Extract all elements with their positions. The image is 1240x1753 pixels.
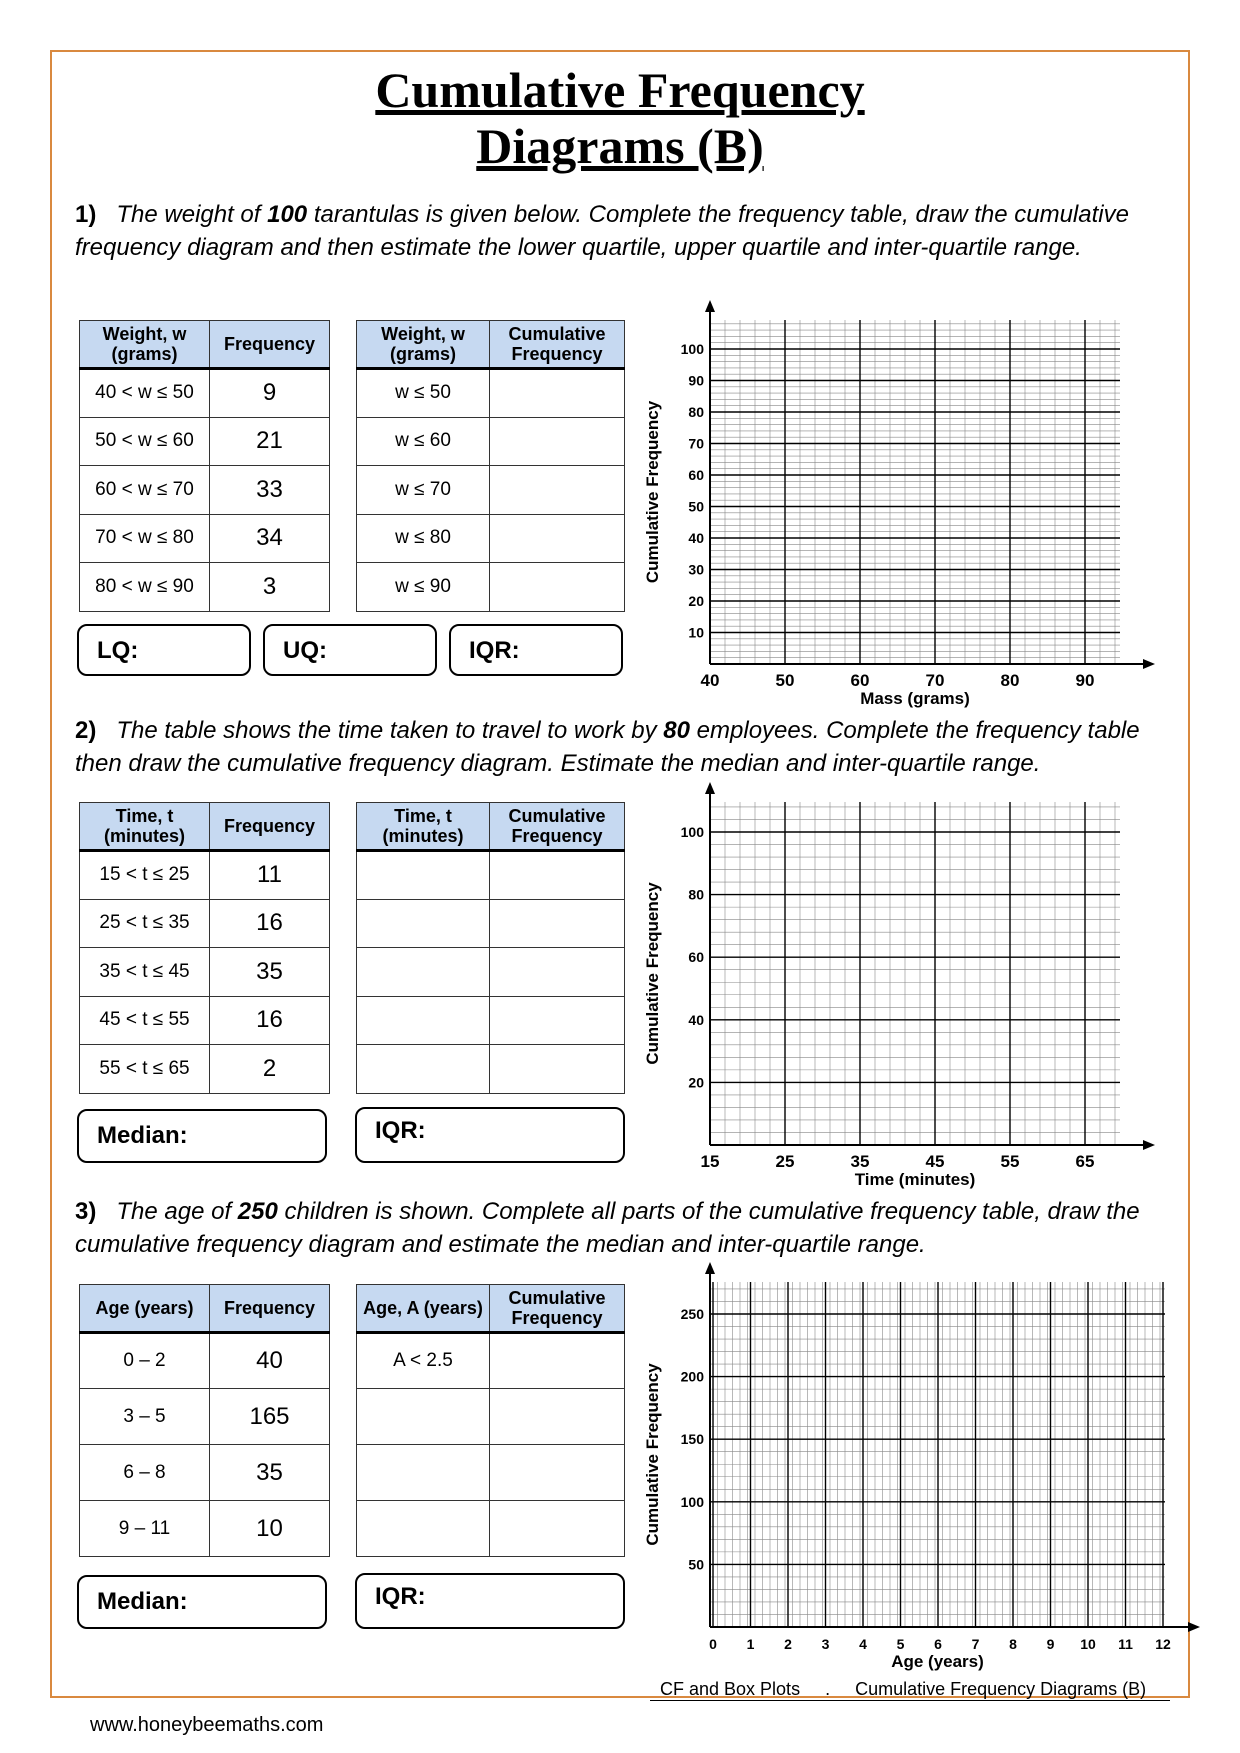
y-tick-label: 70: [688, 435, 704, 452]
q3-iqr-answer-box[interactable]: IQR:: [355, 1573, 625, 1629]
q1-frequency-table-cell: 9: [210, 369, 330, 418]
x-tick-label: 3: [821, 1636, 830, 1652]
q2-median-answer-box[interactable]: Median:: [77, 1109, 327, 1163]
q2-cf-graph: [640, 790, 1200, 1189]
q2-frequency-table-cell: 16: [210, 996, 330, 1045]
q2-frequency-table-cell: 15 < t ≤ 25: [80, 851, 210, 900]
q3-frequency-table-cell: 40: [210, 1333, 330, 1389]
x-tick-label: 45: [925, 1152, 945, 1171]
q1-cumulative-frequency-table-cell: w ≤ 90: [357, 563, 490, 612]
q1-cumulative-frequency-table: [356, 320, 625, 612]
table-row: [80, 899, 330, 948]
q2-frequency-table-cell: 55 < t ≤ 65: [80, 1045, 210, 1094]
q3-frequency-table-header-1: Age (years): [80, 1285, 210, 1333]
q1-cumulative-frequency-table-cell: w ≤ 80: [357, 514, 490, 563]
q2-cumulative-frequency-table-cell[interactable]: [357, 996, 490, 1045]
question-3-number: 3): [75, 1198, 97, 1225]
q1-cumulative-frequency-table-cell[interactable]: [490, 417, 625, 466]
q1-frequency-table-cell: 34: [210, 514, 330, 563]
q1-frequency-table-header-1: Weight, w (grams): [80, 321, 210, 369]
q2-cumulative-frequency-table-cell[interactable]: [357, 948, 490, 997]
table-row: [80, 369, 330, 418]
q2-cumulative-frequency-table-cell[interactable]: [357, 1045, 490, 1094]
x-tick-label: 90: [1075, 671, 1095, 690]
q2-cumulative-frequency-table: [356, 802, 625, 1094]
x-tick-label: 1: [746, 1636, 755, 1652]
table-row: [357, 1445, 625, 1501]
y-tick-label: 40: [688, 530, 704, 546]
y-tick-label: 150: [680, 1431, 704, 1448]
x-tick-label: 35: [850, 1152, 870, 1171]
y-tick-label: 100: [680, 341, 704, 357]
question-2-text-b: employees. Complete the frequency table then draw the cumulative frequency diagram. Estimate the median and inter-quartile range.: [75, 717, 1140, 777]
table-row: [357, 417, 625, 466]
q1-frequency-table: [79, 320, 330, 612]
q2-cumulative-frequency-table-cell[interactable]: [357, 899, 490, 948]
q3-median-answer-box[interactable]: Median:: [77, 1575, 327, 1629]
table-row: [357, 899, 625, 948]
x-tick-label: 70: [925, 671, 945, 690]
q3-frequency-table-cell: 9 – 11: [80, 1501, 210, 1557]
y-tick-label: 20: [688, 1074, 704, 1091]
q2-cumulative-frequency-table-cell[interactable]: [490, 851, 625, 900]
table-row: [80, 1389, 330, 1445]
q3-cumulative-frequency-table-cell[interactable]: [357, 1445, 490, 1501]
y-tick-label: 20: [688, 593, 704, 609]
footer-topic: CF and Box Plots . Cumulative Frequency Diagrams (B): [660, 1679, 1147, 1699]
q2-frequency-table-cell: 35 < t ≤ 45: [80, 948, 210, 997]
x-tick-label: 8: [1009, 1636, 1017, 1652]
x-tick-label: 65: [1075, 1152, 1095, 1171]
table-row: [357, 1501, 625, 1557]
q2-frequency-table: [79, 802, 330, 1094]
q2-frequency-table-header-1: Time, t (minutes): [80, 803, 210, 851]
question-2: [75, 714, 1155, 780]
q3-cf-graph: [640, 1270, 1200, 1671]
q1-frequency-table-cell: 80 < w ≤ 90: [80, 563, 210, 612]
q1-frequency-table-cell: 21: [210, 417, 330, 466]
question-2-text-a: The table shows the time taken to travel to work by: [116, 717, 664, 744]
q1-iqr-answer-box[interactable]: IQR:: [449, 624, 623, 676]
q3-frequency-table: [79, 1284, 330, 1557]
q1-frequency-table-cell: 70 < w ≤ 80: [80, 514, 210, 563]
x-tick-label: 15: [700, 1152, 720, 1171]
q1-cumulative-frequency-table-cell: w ≤ 50: [357, 369, 490, 418]
q1-frequency-table-cell: 50 < w ≤ 60: [80, 417, 210, 466]
page-title-line-2: Diagrams (B): [476, 118, 764, 174]
y-tick-label: 60: [688, 949, 704, 966]
x-axis-label: Mass (grams): [860, 689, 970, 708]
q2-cumulative-frequency-table-cell[interactable]: [490, 1045, 625, 1094]
q3-cumulative-frequency-table-cell: A < 2.5: [357, 1333, 490, 1389]
q3-cumulative-frequency-table: [356, 1284, 625, 1557]
y-tick-label: 100: [680, 1493, 704, 1510]
q3-frequency-table-cell: 35: [210, 1445, 330, 1501]
table-row: [357, 1389, 625, 1445]
y-tick-label: 90: [688, 372, 704, 389]
y-axis-label: Cumulative Frequency: [643, 1363, 662, 1546]
q2-cumulative-frequency-table-cell[interactable]: [490, 948, 625, 997]
x-axis-label: Age (years): [891, 1652, 984, 1671]
q2-frequency-table-cell: 2: [210, 1045, 330, 1094]
q3-cumulative-frequency-table-header-1: Age, A (years): [357, 1285, 490, 1333]
q3-cumulative-frequency-table-cell[interactable]: [490, 1333, 625, 1389]
table-row: [80, 1501, 330, 1557]
q1-cumulative-frequency-table-cell[interactable]: [490, 563, 625, 612]
table-row: [357, 563, 625, 612]
y-tick-label: 10: [688, 624, 704, 641]
table-row: [80, 851, 330, 900]
q2-cumulative-frequency-table-header-2: Cumulative Frequency: [490, 803, 625, 851]
y-tick-label: 60: [688, 467, 704, 483]
q3-cumulative-frequency-table-cell[interactable]: [490, 1389, 625, 1445]
q2-frequency-table-cell: 25 < t ≤ 35: [80, 899, 210, 948]
q1-cumulative-frequency-table-cell[interactable]: [490, 466, 625, 515]
question-2-bold: 80: [663, 717, 690, 744]
table-row: [80, 1445, 330, 1501]
q1-cumulative-frequency-table-cell[interactable]: [490, 369, 625, 418]
q3-frequency-table-cell: 6 – 8: [80, 1445, 210, 1501]
q1-frequency-table-cell: 60 < w ≤ 70: [80, 466, 210, 515]
table-row: [80, 466, 330, 515]
q3-frequency-table-cell: 165: [210, 1389, 330, 1445]
y-tick-label: 50: [688, 498, 704, 515]
table-row: [357, 1045, 625, 1094]
question-1-number: 1): [75, 201, 97, 228]
question-3-text-a: The age of: [116, 1198, 238, 1225]
q3-frequency-table-cell: 3 – 5: [80, 1389, 210, 1445]
table-row: [80, 996, 330, 1045]
y-tick-label: 30: [688, 561, 704, 578]
x-tick-label: 5: [896, 1636, 905, 1652]
q2-cumulative-frequency-table-cell[interactable]: [490, 899, 625, 948]
table-row: [80, 1333, 330, 1389]
x-tick-label: 80: [1000, 671, 1020, 690]
question-1-text-b: tarantulas is given below. Complete the frequency table, draw the cumulative frequency diagram and then estimate the lower quartile, upper quartile and inter-quartile range.: [75, 201, 1129, 261]
question-1: [75, 198, 1155, 264]
x-tick-label: 6: [934, 1636, 942, 1652]
table-row: [357, 996, 625, 1045]
q1-cumulative-frequency-table-header-2: Cumulative Frequency: [490, 321, 625, 369]
table-row: [357, 948, 625, 997]
q2-frequency-table-cell: 11: [210, 851, 330, 900]
table-row: [80, 563, 330, 612]
q3-cumulative-frequency-table-cell[interactable]: [490, 1501, 625, 1557]
x-tick-label: 60: [850, 671, 870, 690]
q3-frequency-table-header-2: Frequency: [210, 1285, 330, 1333]
q2-frequency-table-cell: 35: [210, 948, 330, 997]
table-row: [357, 466, 625, 515]
q2-frequency-table-cell: 16: [210, 899, 330, 948]
q1-frequency-table-cell: 33: [210, 466, 330, 515]
table-row: [357, 851, 625, 900]
table-row: [357, 1333, 625, 1389]
q2-cumulative-frequency-table-cell[interactable]: [357, 851, 490, 900]
q1-cumulative-frequency-table-header-1: Weight, w (grams): [357, 321, 490, 369]
table-row: [80, 948, 330, 997]
x-tick-label: 40: [700, 671, 720, 690]
y-tick-label: 100: [680, 824, 704, 840]
q1-frequency-table-cell: 40 < w ≤ 50: [80, 369, 210, 418]
y-axis-label: Cumulative Frequency: [643, 400, 662, 584]
x-tick-label: 9: [1046, 1636, 1055, 1652]
question-1-bold: 100: [267, 201, 308, 228]
q2-cumulative-frequency-table-cell[interactable]: [490, 996, 625, 1045]
question-2-number: 2): [75, 717, 97, 744]
y-tick-label: 250: [680, 1306, 704, 1322]
y-tick-label: 50: [688, 1556, 704, 1573]
q3-frequency-table-cell: 10: [210, 1501, 330, 1557]
y-tick-label: 80: [688, 886, 704, 903]
q3-cumulative-frequency-table-cell[interactable]: [357, 1389, 490, 1445]
q3-frequency-table-cell: 0 – 2: [80, 1333, 210, 1389]
x-tick-label: 12: [1155, 1636, 1171, 1652]
table-row: [357, 369, 625, 418]
q1-frequency-table-cell: 3: [210, 563, 330, 612]
q3-cumulative-frequency-table-cell[interactable]: [490, 1445, 625, 1501]
y-tick-label: 200: [680, 1368, 704, 1385]
q2-iqr-answer-box[interactable]: IQR:: [355, 1107, 625, 1163]
y-axis-label: Cumulative Frequency: [643, 882, 662, 1065]
q1-cumulative-frequency-table-cell[interactable]: [490, 514, 625, 563]
q2-frequency-table-header-2: Frequency: [210, 803, 330, 851]
x-tick-label: 25: [775, 1152, 795, 1171]
q3-cumulative-frequency-table-header-2: Cumulative Frequency: [490, 1285, 625, 1333]
question-3-text-b: children is shown. Complete all parts of the cumulative frequency table, draw the cumulative frequency diagram and estimate the median and inter-quartile range.: [75, 1198, 1140, 1258]
table-row: [80, 1045, 330, 1094]
x-tick-label: 50: [775, 671, 795, 690]
q1-cumulative-frequency-table-cell: w ≤ 60: [357, 417, 490, 466]
y-tick-label: 80: [688, 404, 704, 420]
question-1-text-a: The weight of: [116, 201, 268, 228]
q1-cumulative-frequency-table-cell: w ≤ 70: [357, 466, 490, 515]
q1-uq-answer-box[interactable]: UQ:: [263, 624, 437, 676]
q1-frequency-table-header-2: Frequency: [210, 321, 330, 369]
y-tick-label: 40: [688, 1011, 704, 1028]
question-3: [75, 1195, 1155, 1261]
table-row: [80, 514, 330, 563]
table-row: [357, 514, 625, 563]
x-tick-label: 4: [859, 1636, 867, 1652]
q1-lq-answer-box[interactable]: LQ:: [77, 624, 251, 676]
x-tick-label: 2: [784, 1636, 792, 1652]
q2-cumulative-frequency-table-header-1: Time, t (minutes): [357, 803, 490, 851]
footer-divider: [650, 1700, 1170, 1701]
q3-cumulative-frequency-table-cell[interactable]: [357, 1501, 490, 1557]
x-tick-label: 0: [709, 1636, 717, 1652]
x-tick-label: 10: [1080, 1636, 1096, 1652]
question-3-bold: 250: [237, 1198, 278, 1225]
q2-frequency-table-cell: 45 < t ≤ 55: [80, 996, 210, 1045]
x-tick-label: 7: [971, 1636, 980, 1652]
x-tick-label: 55: [1000, 1152, 1020, 1171]
page-title-line-1: Cumulative Frequency: [375, 62, 865, 118]
q1-cf-graph: [640, 305, 1200, 708]
x-tick-label: 11: [1118, 1636, 1133, 1652]
x-axis-label: Time (minutes): [854, 1170, 976, 1189]
footer-website: www.honeybeemaths.com: [90, 1714, 324, 1736]
table-row: [80, 417, 330, 466]
